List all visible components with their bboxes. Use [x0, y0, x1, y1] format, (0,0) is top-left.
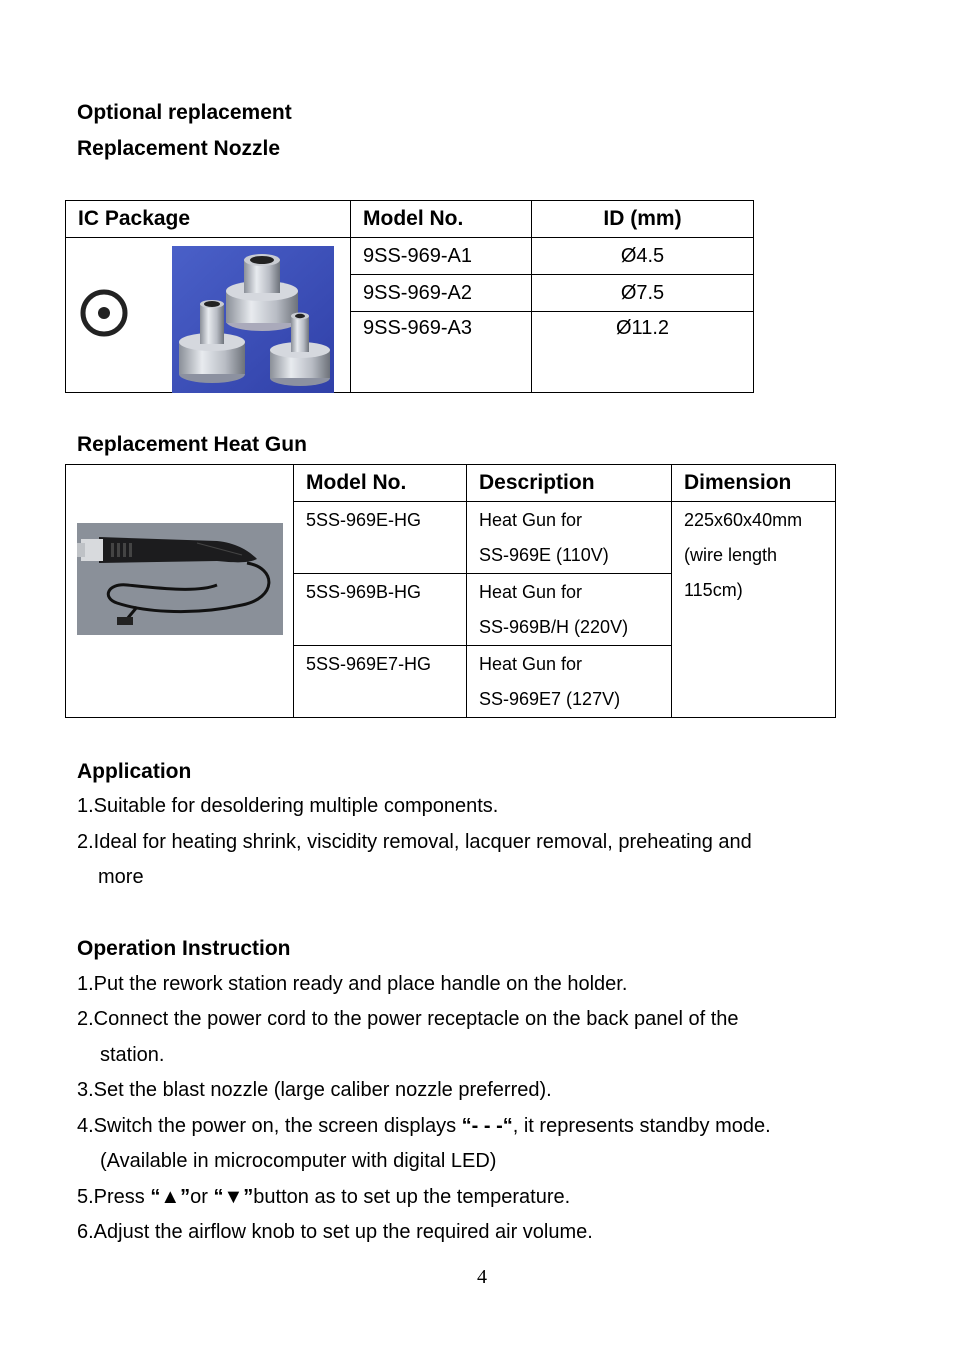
hg-dimension-line2: (wire length [684, 545, 778, 565]
nozzle-id-2: Ø7.5 [532, 275, 754, 312]
nozzle-model-1: 9SS-969-A1 [351, 238, 532, 275]
operation-step-5-or: or [190, 1186, 214, 1208]
hg-dimension-line3: 115cm) [684, 580, 743, 600]
operation-step-3: 3.Set the blast nozzle (large caliber nozzle preferred). [77, 1079, 552, 1101]
hg-desc-3-line2: SS-969E7 (127V) [479, 689, 621, 709]
operation-step-5-text-b: button as to set up the temperature. [253, 1186, 571, 1208]
nozzle-id-3: Ø11.2 [532, 312, 754, 393]
hg-model-3: 5SS-969E7-HG [294, 646, 467, 718]
hg-dimension [672, 502, 836, 718]
hg-model-2: 5SS-969B-HG [294, 574, 467, 646]
page-number: 4 [477, 1266, 487, 1288]
heatgun-image-cell [66, 465, 294, 718]
down-arrow-symbol: “▼” [213, 1186, 254, 1208]
heatgun-table [65, 464, 836, 718]
operation-step-5 [77, 1186, 570, 1209]
operation-step-1: 1.Put the rework station ready and place handle on the holder. [77, 973, 628, 995]
heading-optional-replacement: Optional replacement [77, 101, 292, 124]
up-arrow-symbol: “▲” [150, 1186, 191, 1208]
circle-dot-icon [79, 288, 129, 338]
ic-package-cell [66, 238, 351, 393]
hg-desc-2-line2: SS-969B/H (220V) [479, 617, 629, 637]
hg-desc-1 [467, 502, 672, 574]
hg-model-1: 5SS-969E-HG [294, 502, 467, 574]
header-model-no: Model No. [351, 201, 532, 238]
header-hg-dimension: Dimension [672, 465, 836, 502]
operation-step-4-cont: (Available in microcomputer with digital LED) [100, 1150, 497, 1172]
hg-desc-2 [467, 574, 672, 646]
heading-replacement-nozzle: Replacement Nozzle [77, 137, 281, 160]
operation-step-2-cont: station. [100, 1044, 165, 1066]
heading-application: Application [77, 760, 192, 783]
header-id-mm: ID (mm) [532, 201, 754, 238]
hg-dimension-line1: 225x60x40mm [684, 510, 803, 530]
hg-desc-1-line2: SS-969E (110V) [479, 545, 609, 565]
hg-desc-2-line1: Heat Gun for [479, 582, 583, 602]
heading-operation-instruction: Operation Instruction [77, 937, 291, 960]
operation-step-6: 6.Adjust the airflow knob to set up the required air volume. [77, 1221, 593, 1243]
heat-gun-photo [77, 523, 283, 635]
application-item-2: 2.Ideal for heating shrink, viscidity removal, lacquer removal, preheating and [77, 831, 752, 853]
heading-replacement-heat-gun: Replacement Heat Gun [77, 433, 307, 456]
operation-step-2: 2.Connect the power cord to the power receptacle on the back panel of the [77, 1008, 739, 1030]
nozzle-model-3: 9SS-969-A3 [351, 312, 532, 393]
header-hg-description: Description [467, 465, 672, 502]
operation-step-4-text-b: , it represents standby mode. [512, 1115, 771, 1137]
application-item-2-cont: more [98, 866, 144, 888]
hg-desc-3-line1: Heat Gun for [479, 654, 583, 674]
hg-desc-3 [467, 646, 672, 718]
nozzle-model-2: 9SS-969-A2 [351, 275, 532, 312]
header-hg-model-no: Model No. [294, 465, 467, 502]
hg-desc-1-line1: Heat Gun for [479, 510, 583, 530]
operation-step-4-text-a: 4.Switch the power on, the screen displays [77, 1115, 462, 1137]
nozzle-id-1: Ø4.5 [532, 238, 754, 275]
nozzle-table [65, 200, 754, 393]
application-item-1: 1.Suitable for desoldering multiple components. [77, 795, 499, 817]
nozzle-photo [172, 246, 334, 393]
standby-display-symbol: “- - -“ [461, 1115, 513, 1137]
operation-step-4 [77, 1115, 771, 1138]
operation-step-5-text-a: 5.Press [77, 1186, 151, 1208]
header-ic-package: IC Package [66, 201, 351, 238]
